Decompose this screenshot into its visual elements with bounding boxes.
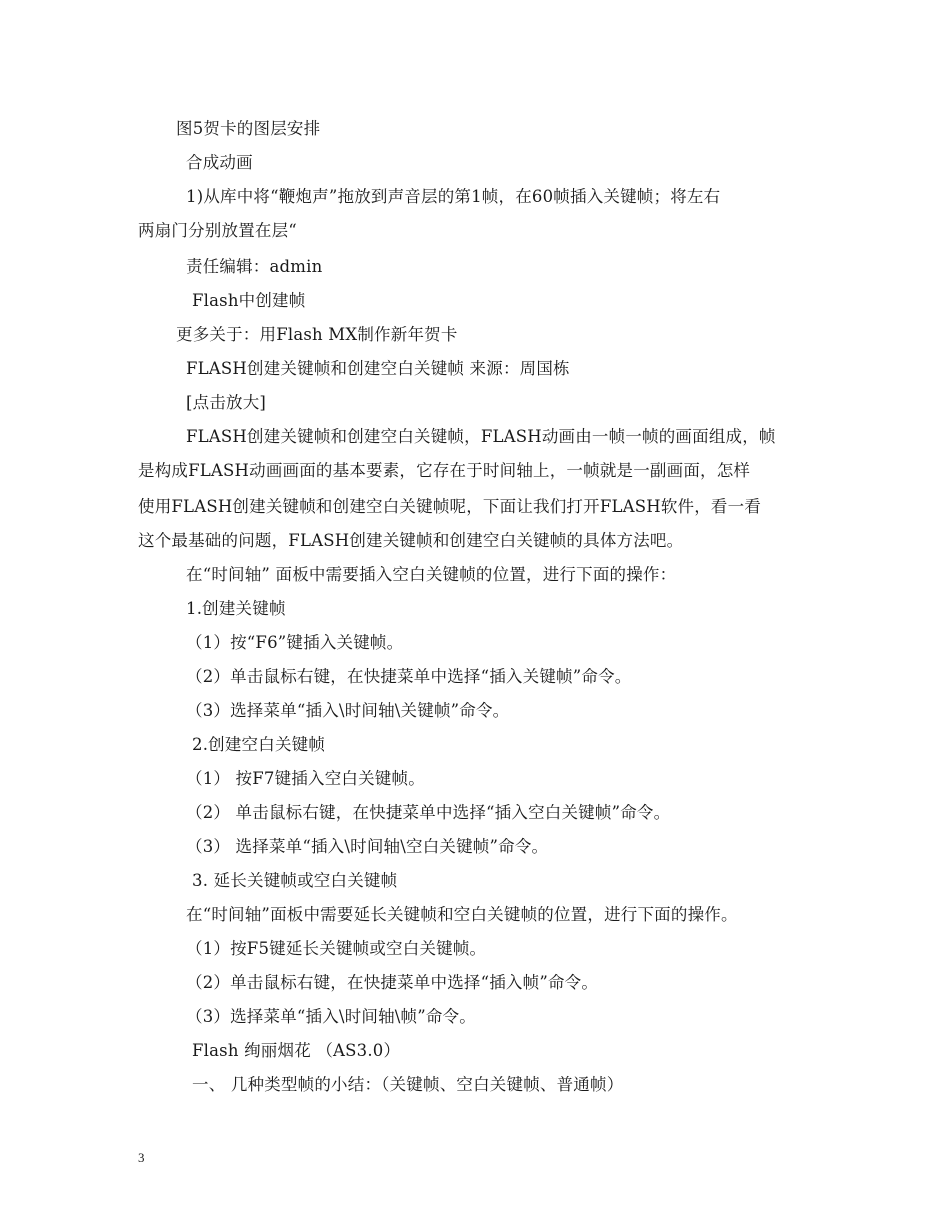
paragraph-line: FLASH创建关键帧和创建空白关键帧，FLASH动画由一帧一帧的画面组成，帧 [186,427,776,446]
paragraph-line: 1)从库中将“鞭炮声”拖放到声音层的第1帧，在60帧插入关键帧；将左右 [186,187,721,206]
zoom-link: [点击放大] [186,393,267,412]
section-heading: 合成动画 [186,153,253,172]
related-line: 更多关于：用Flash MX制作新年贺卡 [176,325,458,344]
subsection-heading: 2.创建空白关键帧 [192,735,326,754]
source-line: FLASH创建关键帧和创建空白关键帧 来源：周国栋 [186,359,570,378]
editor-line: 责任编辑：admin [186,257,323,276]
list-item: （2）单击鼠标右键，在快捷菜单中选择“插入帧”命令。 [186,973,599,992]
list-item: （3）选择菜单“插入\时间轴\帧”命令。 [186,1007,476,1026]
paragraph-line: 在“时间轴” 面板中需要插入空白关键帧的位置，进行下面的操作： [186,565,677,584]
article-title: Flash中创建帧 [192,291,306,310]
subsection-heading: 1.创建关键帧 [186,599,286,618]
page-number: 3 [138,1150,145,1165]
paragraph-line: 使用FLASH创建关键帧和创建空白关键帧呢，下面让我们打开FLASH软件，看一看 [138,497,762,516]
paragraph-line: 是构成FLASH动画画面的基本要素，它存在于时间轴上，一帧就是一副画面，怎样 [138,461,751,480]
list-item: （1）按“F6”键插入关键帧。 [186,633,404,652]
list-item: （2） 单击鼠标右键，在快捷菜单中选择“插入空白关键帧”命令。 [186,803,671,822]
paragraph-line: 两扇门分别放置在层“ [138,221,297,240]
article-title: Flash 绚丽烟花 （AS3.0） [192,1041,401,1060]
paragraph-line: 在“时间轴”面板中需要延长关键帧和空白关键帧的位置，进行下面的操作。 [186,905,738,924]
subsection-heading: 3. 延长关键帧或空白关键帧 [192,871,398,890]
figure-caption: 图5贺卡的图层安排 [176,119,321,138]
list-item: （2）单击鼠标右键，在快捷菜单中选择“插入关键帧”命令。 [186,667,632,686]
paragraph-line: 这个最基础的问题，FLASH创建关键帧和创建空白关键帧的具体方法吧。 [138,531,684,550]
list-item: （3） 选择菜单“插入\时间轴\空白关键帧”命令。 [186,837,549,856]
list-item: （1） 按F7键插入空白关键帧。 [186,769,425,788]
section-heading: 一、 几种类型帧的小结：（关键帧、空白关键帧、普通帧） [192,1075,624,1094]
list-item: （1）按F5键延长关键帧或空白关键帧。 [186,939,487,958]
list-item: （3）选择菜单“插入\时间轴\关键帧”命令。 [186,701,510,720]
